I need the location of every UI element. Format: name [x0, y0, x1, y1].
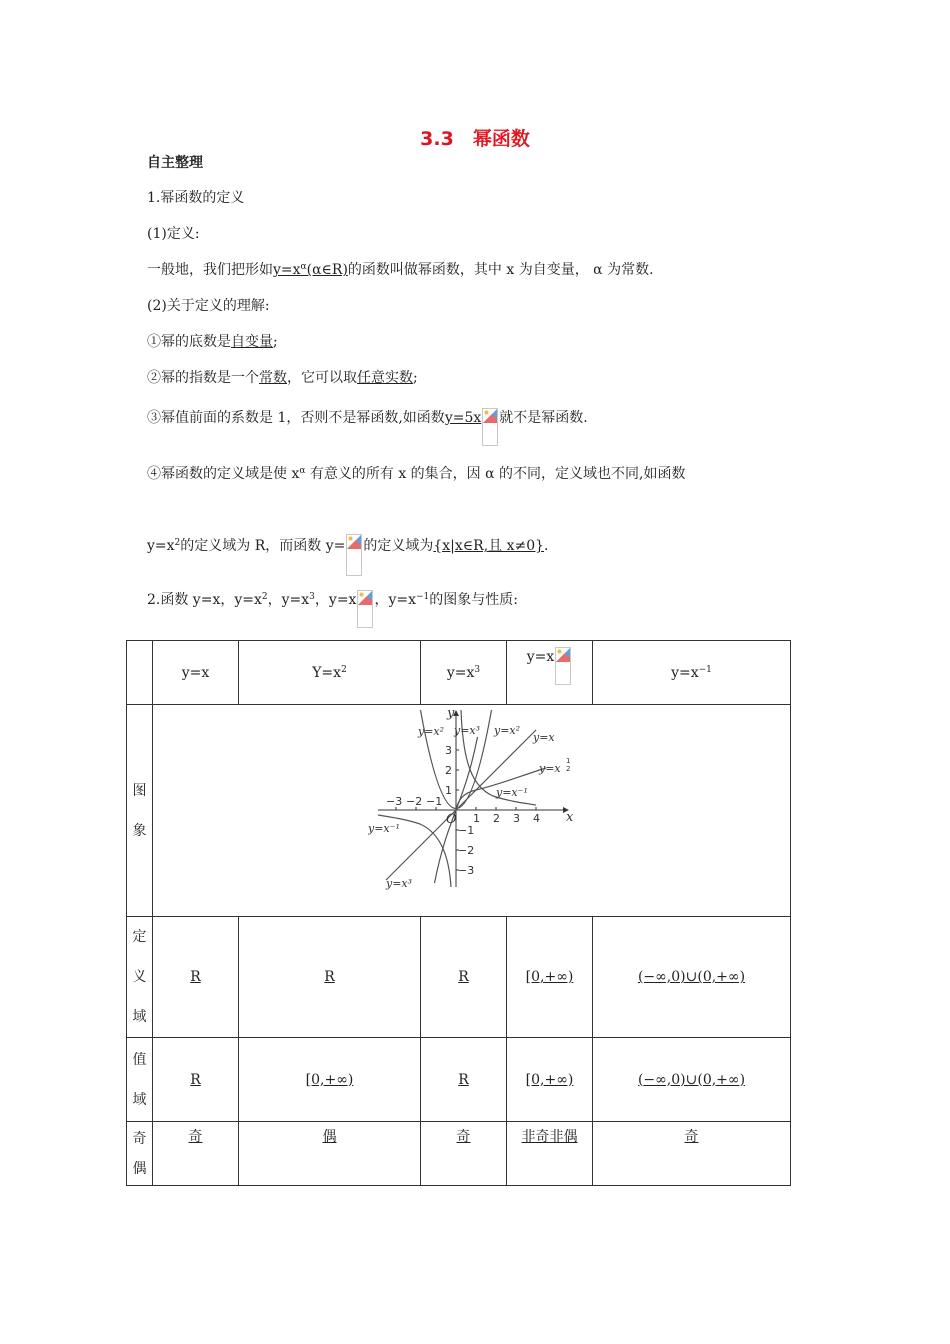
definition-text [147, 260, 654, 280]
y-tick-label: −3 [458, 864, 475, 877]
table-cell: 非奇非偶 [507, 1122, 593, 1186]
point-4-cont: $y=x^2$的定义域为 R，而函数 y= 的定义域为{x|x∈R,且 x≠0}. [147, 534, 549, 576]
table-cell: 偶 [239, 1122, 421, 1186]
x-axis-label: x [566, 810, 574, 825]
x-tick-label: −3 [386, 795, 403, 808]
corner-cell [127, 641, 153, 705]
table-header-row [127, 641, 791, 705]
y-tick-label: 2 [445, 764, 452, 777]
y-tick-label: −1 [458, 824, 475, 837]
label-y-x3-bottom: y=x³ [386, 877, 413, 890]
blank-answer: y=5x [444, 410, 482, 426]
point-1: ①幂的底数是自变量; [147, 334, 278, 350]
x-tick-label: 4 [533, 812, 540, 825]
row-label-parity: 奇 偶 [127, 1122, 153, 1186]
table-cell: [0,+∞) [507, 1038, 593, 1122]
section-heading: 自主整理 [147, 155, 203, 171]
table-cell: [0,+∞) [507, 917, 593, 1038]
label-y-x: y=x [533, 731, 555, 744]
x-tick-label: 1 [473, 812, 480, 825]
label-y-sqrt-exp-den: 2 [566, 765, 571, 773]
x-tick-label: −1 [426, 795, 443, 808]
point-4: ④幂函数的定义域是使 $x^\alpha$ 有意义的所有 x 的集合，因 α 的不同，定义域也不同,如函数 [147, 466, 686, 482]
row-label-domain: 定 义 域 [127, 917, 153, 1038]
blank-answer: $y=x^\alpha(\alpha\in R)$ [273, 262, 348, 278]
table-row-parity [127, 1122, 791, 1186]
point-3: ③幂值前面的系数是 1，否则不是幂函数,如函数y=5x 就不是幂函数. [147, 408, 588, 446]
heading-definition: 1.幂函数的定义 [147, 190, 245, 206]
y-tick-label: 3 [445, 744, 452, 757]
definition-label: (1)定义: [147, 226, 200, 242]
table-cell: 奇 [421, 1122, 507, 1186]
y-tick-label: −2 [458, 844, 475, 857]
point-2: ②幂的指数是一个常数，它可以取任意实数; [147, 370, 418, 386]
table-cell: (−∞,0)∪(0,+∞) [593, 1038, 791, 1122]
table-row-range [127, 1038, 791, 1122]
label-y-x2-right: y=x² [494, 724, 521, 737]
broken-image-icon [357, 590, 373, 628]
y-axis-label: y [447, 706, 455, 721]
text: 的函数叫做幂函数，其中 x 为自变量， α 为常数. [347, 262, 654, 278]
y-tick-label: 1 [445, 784, 452, 797]
col-header: $y=x^{-1}$ [593, 641, 791, 705]
page-title: 3.3 幂函数 [420, 128, 530, 150]
heading-graphs: 2.函数 y=x，$y=x^2$，$y=x^3$，y=x ，$y=x^{-1}$的图象与性质: [147, 590, 518, 628]
label-y-inverse-right: y=x⁻¹ [496, 786, 528, 799]
table-cell: [0,+∞) [239, 1038, 421, 1122]
label-y-inverse-left: y=x⁻¹ [368, 822, 400, 835]
table-cell: 奇 [593, 1122, 791, 1186]
broken-image-icon [555, 647, 571, 685]
row-label-range: 值 域 [127, 1038, 153, 1122]
label-y-sqrt-exp-num: 1 [566, 757, 571, 765]
table-row-domain [127, 917, 791, 1038]
table-cell: R [421, 1038, 507, 1122]
label-y-sqrt: y=x [539, 762, 561, 775]
blank-answer: 自变量 [231, 334, 273, 350]
row-label-image: 图 象 [127, 705, 153, 917]
col-header: y=x [507, 641, 593, 705]
label-y-x2-left: y=x² [418, 725, 445, 738]
text: 一般地，我们把形如 [147, 262, 273, 278]
label-y-x3-top: y=x³ [454, 724, 481, 737]
table-cell: (−∞,0)∪(0,+∞) [593, 917, 791, 1038]
col-header: $y=x^3$ [421, 641, 507, 705]
origin-label: O [446, 812, 457, 827]
blank-answer: 任意实数 [357, 370, 413, 386]
x-tick-label: 3 [513, 812, 520, 825]
col-header: $Y=x^2$ [239, 641, 421, 705]
col-header: y=x [153, 641, 239, 705]
blank-answer: 常数 [259, 370, 287, 386]
table-cell: R [153, 917, 239, 1038]
table-cell: 奇 [153, 1122, 239, 1186]
table-cell: R [153, 1038, 239, 1122]
broken-image-icon [482, 408, 498, 446]
x-tick-label: 2 [493, 812, 500, 825]
properties-table [126, 640, 791, 1186]
blank-answer: {x|x∈R,且 x≠0} [433, 538, 545, 554]
power-function-graph [368, 705, 578, 895]
broken-image-icon [346, 534, 362, 576]
table-cell: R [421, 917, 507, 1038]
table-cell: R [239, 917, 421, 1038]
x-tick-label: −2 [406, 795, 423, 808]
table-row-image [127, 705, 791, 917]
understanding-label: (2)关于定义的理解: [147, 298, 270, 314]
graph-cell [153, 705, 791, 917]
